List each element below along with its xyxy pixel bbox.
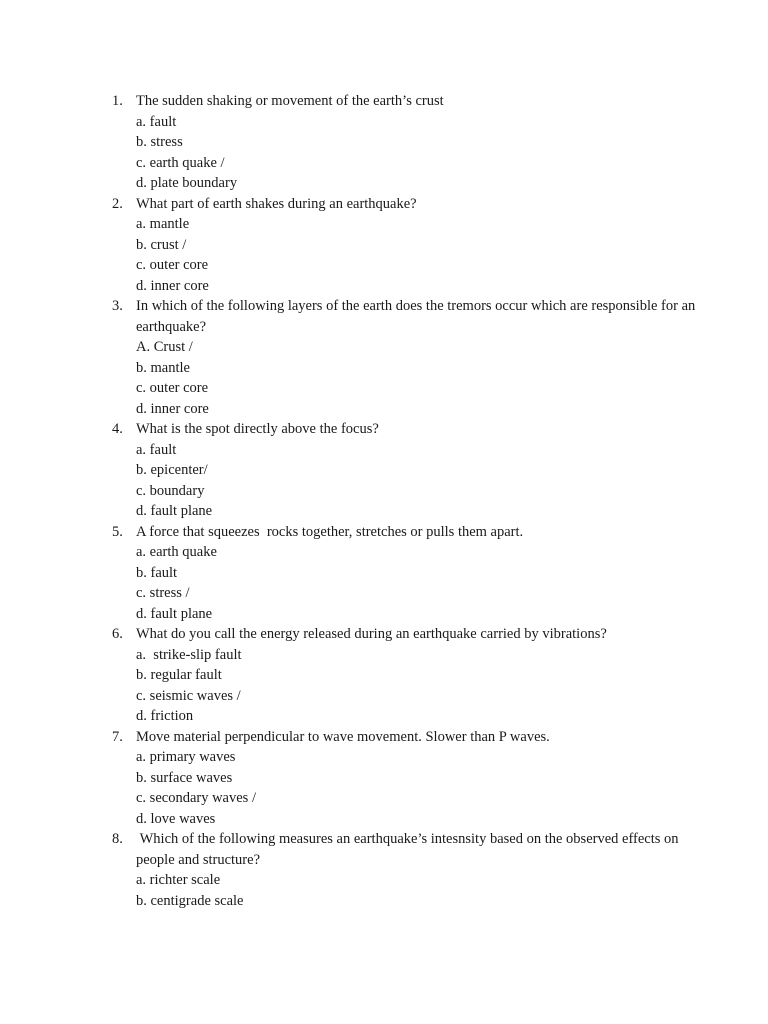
question-number: 8. [112,831,123,847]
question-number: 5. [112,523,123,540]
question-text: What do you call the energy released during an earthquake carried by vibrations? [136,626,607,642]
question-2 [0,194,768,297]
question-6 [0,624,768,727]
answer-option: b. surface waves [136,769,233,786]
question-5 [0,522,768,625]
answer-option: c. seismic waves / [136,687,241,704]
answer-option: a. fault [136,441,177,458]
question-text: The sudden shaking or movement of the earth’s crust [136,93,444,109]
question-3 [0,296,768,419]
answer-option: a. mantle [136,216,190,232]
question-text: What is the spot directly above the focus? [136,421,379,437]
answer-option: c. outer core [136,257,209,273]
question-1 [0,91,768,194]
answer-option: d. friction [136,708,194,724]
answer-option: c. secondary waves / [136,790,256,806]
quiz-document [0,91,768,911]
question-8 [0,829,768,911]
answer-option: a. primary waves [136,749,236,765]
answer-option: a. richter scale [136,872,221,888]
question-number: 1. [112,93,123,109]
answer-option: d. love waves [136,810,216,827]
answer-option: c. boundary [136,482,205,499]
answer-option: a. earth quake [136,544,217,560]
answer-option: d. inner core [136,400,209,417]
question-text: What part of earth shakes during an earthquake? [136,195,417,212]
answer-option: d. plate boundary [136,175,238,191]
question-text: Move material perpendicular to wave movement. Slower than P waves. [136,728,550,745]
answer-option: b. stress [136,134,183,150]
answer-option: d. fault plane [136,503,213,519]
answer-option: c. outer core [136,380,209,396]
question-number: 2. [112,195,123,212]
question-text: In which of the following layers of the earth does the tremors occur which are responsible for an earthquake? [136,298,699,335]
answer-option: b. fault [136,564,178,581]
answer-option: a. fault [136,113,177,130]
question-number: 6. [112,626,123,642]
answer-option: d. fault plane [136,605,213,622]
question-text: Which of the following measures an earthquake’s intesnsity based on the observed effects on people and structure? [136,831,683,868]
answer-option: b. mantle [136,359,190,376]
question-text: A force that squeezes rocks together, stretches or pulls them apart. [136,523,524,540]
answer-option: b. epicenter/ [136,462,208,478]
answer-option: a. strike-slip fault [136,646,242,663]
answer-option: d. inner core [136,277,209,294]
answer-option: b. crust / [136,236,187,253]
answer-option: b. regular fault [136,667,222,683]
question-4 [0,419,768,522]
question-7 [0,727,768,830]
answer-option: c. stress / [136,585,190,601]
question-number: 3. [112,298,123,314]
answer-option: A. Crust / [136,339,193,355]
question-number: 4. [112,421,123,437]
answer-option: c. earth quake / [136,154,225,171]
answer-option: b. centigrade scale [136,892,244,909]
question-number: 7. [112,728,123,745]
